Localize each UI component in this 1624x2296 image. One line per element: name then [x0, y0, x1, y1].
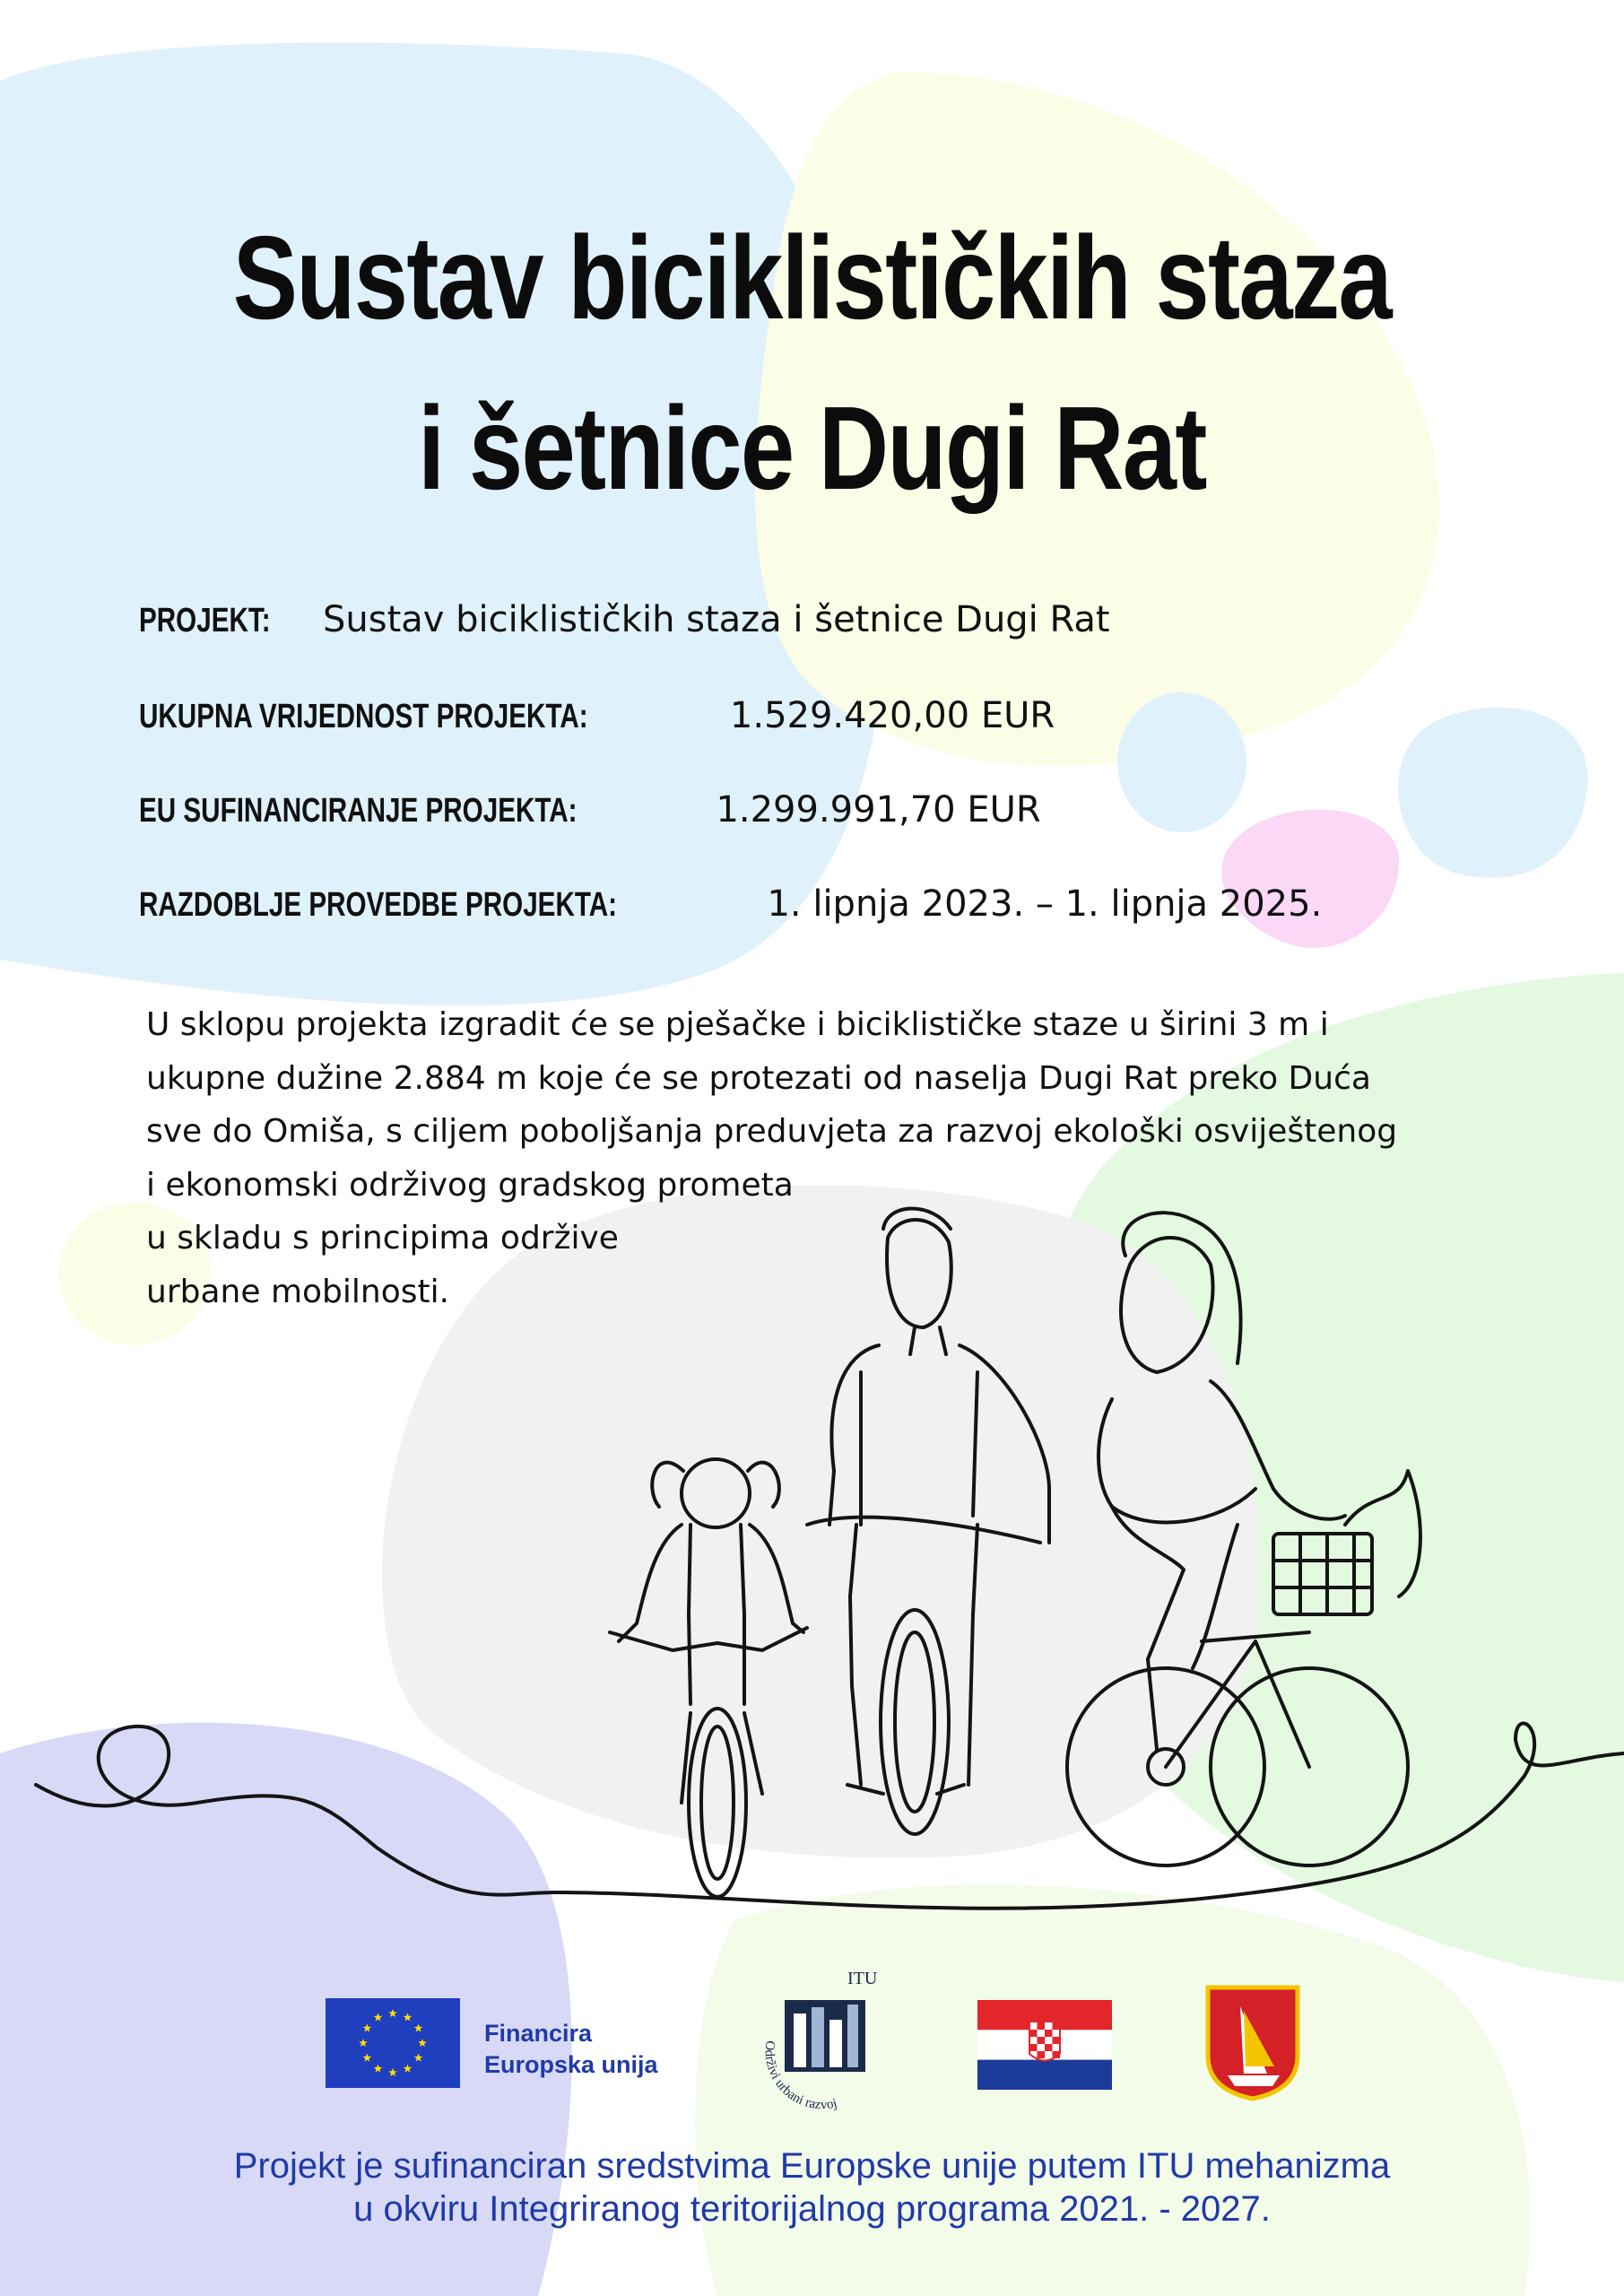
croatian-flag-icon	[977, 2000, 1112, 2090]
footer-line-2: u okviru Integriranog teritorijalnog programa 2021. - 2027.	[353, 2189, 1271, 2229]
project-description	[146, 998, 1397, 1318]
itu-ring-text: Održivi urbani razvoj	[761, 2039, 838, 2113]
info-row-project	[139, 599, 1110, 640]
blue-right-blob	[1398, 708, 1588, 878]
description-line: u skladu s principima održive	[146, 1220, 619, 1257]
description-line: urbane mobilnosti.	[146, 1273, 450, 1310]
info-label: PROJEKT:	[139, 602, 271, 639]
blue-dot-blob	[1117, 692, 1246, 832]
info-value: 1.529.420,00 EUR	[729, 695, 1055, 736]
itu-logo-icon	[744, 1964, 906, 2117]
description-line: U sklopu projekta izgradit će se pješačke i biciklističke staze u širini 3 m i	[146, 1006, 1329, 1043]
info-label: RAZDOBLJE PROVEDBE PROJEKTA:	[139, 886, 618, 924]
info-value: 1.299.991,70 EUR	[716, 789, 1041, 831]
eu-text-line-1: Financira	[484, 2020, 593, 2047]
funding-footer	[0, 2144, 1624, 2231]
title-line-1: Sustav biciklističkih staza	[232, 212, 1392, 344]
info-value: 1. lipnja 2023. – 1. lipnja 2025.	[767, 883, 1323, 925]
eu-flag-icon	[326, 1998, 460, 2088]
eu-funding-label	[484, 2018, 658, 2081]
info-row-eu-cofinancing	[139, 789, 1041, 831]
info-label: EU SUFINANCIRANJE PROJEKTA:	[139, 792, 578, 830]
description-line: ukupne dužine 2.884 m koje će se protezati od naselja Dugi Rat preko Dućа	[146, 1059, 1371, 1097]
info-row-implementation-period	[139, 883, 1322, 925]
itu-label: ITU	[847, 1969, 878, 1988]
municipality-shield-icon	[1204, 1984, 1301, 2102]
footer-line-1: Projekt je sufinanciran sredstvima Europske unije putem ITU mehanizma	[233, 2146, 1391, 2186]
title-line-2: i šetnice Dugi Rat	[418, 382, 1206, 514]
description-line: sve do Omiša, s ciljem poboljšanja preduvjeta za razvoj ekološki osviještenog	[146, 1113, 1398, 1150]
pink-blob	[1221, 810, 1399, 948]
info-label: UKUPNA VRIJEDNOST PROJEKTA:	[139, 698, 588, 735]
description-line: i ekonomski održivog gradskog prometa	[146, 1166, 794, 1204]
info-value: Sustav biciklističkih staza i šetnice Dugi Rat	[323, 599, 1110, 640]
info-row-total-value	[139, 695, 1055, 736]
eu-text-line-2: Europska unija	[484, 2051, 658, 2078]
page-title	[146, 193, 1478, 534]
